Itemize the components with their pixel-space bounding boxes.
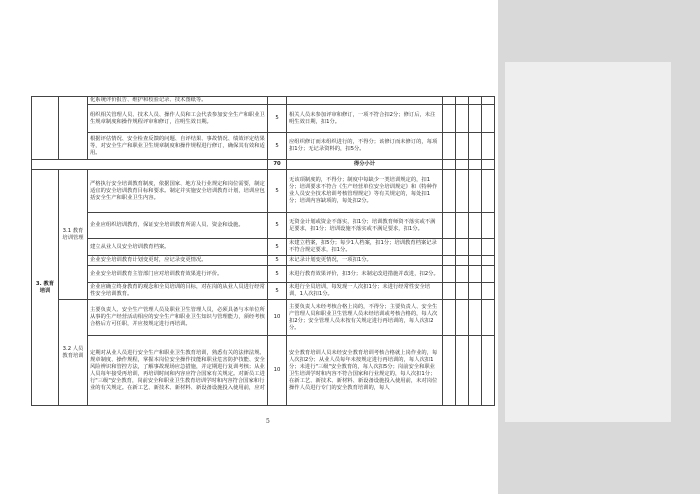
blank-cell xyxy=(443,170,456,213)
score-cell: 5 xyxy=(268,133,287,160)
evaluation-table xyxy=(31,96,495,406)
score-cell: 5 xyxy=(268,266,287,283)
blank-cell xyxy=(443,300,456,336)
blank-cell xyxy=(482,239,495,256)
blank-cell xyxy=(456,256,469,266)
subtotal-row xyxy=(32,160,495,170)
method-cell: 未进行全员培训，每发现一人次扣1分；未进行经常性安全培训，1人次扣1分。 xyxy=(287,283,443,300)
blank-cell xyxy=(469,336,482,406)
table-row xyxy=(32,133,495,160)
subcategory-cell: 3.1 教育培训管理 xyxy=(59,170,88,300)
table-row xyxy=(32,300,495,336)
blank-cell xyxy=(482,170,495,213)
side-panel xyxy=(498,0,700,494)
blank-cell xyxy=(456,170,469,213)
score-cell: 5 xyxy=(268,256,287,266)
content-cell: 企业安全培训教育主管部门应对培训教育效果进行评价。 xyxy=(88,266,268,283)
blank-cell xyxy=(469,266,482,283)
subtotal-label: 得分小计 xyxy=(287,160,443,170)
table-row xyxy=(32,97,495,105)
table-row xyxy=(32,239,495,256)
blank-cell xyxy=(443,239,456,256)
blank-cell xyxy=(443,256,456,266)
subtotal-score: 70 xyxy=(268,160,287,170)
blank-cell xyxy=(482,283,495,300)
table-row xyxy=(32,105,495,133)
score-cell: 10 xyxy=(268,336,287,406)
content-cell: 组织相关管理人员、技术人员、操作人员和工会代表参加安全生产和职业卫生规章制度和操作规程评审和修订，注明生效日期。 xyxy=(88,105,268,133)
score-cell xyxy=(268,97,287,105)
table-row xyxy=(32,336,495,406)
blank-cell xyxy=(456,239,469,256)
content-cell: 企业应确立终身教育的观念和全员培训的目标，对在岗的从业人员进行经常性安全培训教育。 xyxy=(88,283,268,300)
content-cell: 根据评估情况、安全检查反馈的问题、自评结果、事故情况、绩效评定结果等，对安全生产和职业卫生规章制度和操作规程进行修订，确保其有效和适用。 xyxy=(88,133,268,160)
blank-cell xyxy=(443,336,456,406)
table-row xyxy=(32,256,495,266)
blank-cell xyxy=(443,160,456,170)
score-cell: 5 xyxy=(268,239,287,256)
score-cell: 10 xyxy=(268,300,287,336)
blank-cell xyxy=(482,266,495,283)
blank-cell xyxy=(482,97,495,105)
subtotal-blank xyxy=(32,160,268,170)
score-cell: 5 xyxy=(268,213,287,239)
blank-cell xyxy=(456,160,469,170)
category-cell: 3. 教育培训 xyxy=(32,170,59,406)
blank-cell xyxy=(482,336,495,406)
blank-cell xyxy=(456,266,469,283)
subcategory-cell-prev xyxy=(59,97,88,160)
method-cell: 安全教育培训人员未经安全教育培训考核合格就上岗作业的，每人次扣2分；从业人员每年未按规定进行再培训的，每人次扣1分；未进行"三级"安全教育的，每人次扣5分；岗前安全和职业卫生培训学时和内容不符合国家和行业规定的，每人次扣1分；在新工艺、新技术、新材料、新设备设施投入使用前，未对岗位操作人员进行专门的安全教育培训的，每人 xyxy=(287,336,443,406)
blank-cell xyxy=(482,133,495,160)
content-cell: 化系统评价报告、维护和校验记录、技术图纸等。 xyxy=(88,97,268,105)
blank-cell xyxy=(469,239,482,256)
method-cell: 未记录计划变更情况，一项扣1分。 xyxy=(287,256,443,266)
method-cell: 无资金计划或资金不落实，扣1分；培训教育师资不落实或不满足要求，扣1分；培训设施不落实或不满足要求，扣1分。 xyxy=(287,213,443,239)
method-cell: 主要负责人未经考核合格上岗的，不得分；主要负责人、安全生产管理人员和职业卫生管理人员未经培训或考核合格的，每人次扣2分；安全管理人员未按有关规定进行再培训的，每人次扣2分。 xyxy=(287,300,443,336)
method-cell: 相关人员未参加评审和修订，一项不符合扣2分；修订后，未注明生效日期，扣1分。 xyxy=(287,105,443,133)
table-row xyxy=(32,283,495,300)
side-panel-card xyxy=(505,62,671,422)
score-cell: 5 xyxy=(268,170,287,213)
blank-cell xyxy=(482,160,495,170)
blank-cell xyxy=(469,213,482,239)
blank-cell xyxy=(443,97,456,105)
table-row xyxy=(32,170,495,213)
content-cell: 建立从业人员安全培训教育档案。 xyxy=(88,239,268,256)
blank-cell xyxy=(443,105,456,133)
blank-cell xyxy=(469,105,482,133)
content-cell: 主要负责人、安全生产管理人员及职业卫生管理人员，必须具备与本单位所从事的生产经营活动相应的安全生产和职业卫生知识与管理能力，须经考核合格后方可任职，并应按规定进行再培训。 xyxy=(88,300,268,336)
blank-cell xyxy=(469,256,482,266)
blank-cell xyxy=(482,300,495,336)
blank-cell xyxy=(443,213,456,239)
blank-cell xyxy=(456,97,469,105)
category-cell-prev xyxy=(32,97,59,160)
blank-cell xyxy=(443,133,456,160)
blank-cell xyxy=(469,133,482,160)
subcategory-cell: 3.2 人员教育培训 xyxy=(59,300,88,406)
blank-cell xyxy=(456,213,469,239)
blank-cell xyxy=(456,283,469,300)
blank-cell xyxy=(469,300,482,336)
page-number: 5 xyxy=(266,418,270,425)
blank-cell xyxy=(482,256,495,266)
method-cell: 无该项制度的，不得分；制度中每缺少一类培训规定的，扣1分；培训要求不符合《生产经营单位安全培训规定》和《特种作业人员安全技术培训考核管理规定》等有关规定的，每处扣1分；培训内容缺项的，每处扣2分。 xyxy=(287,170,443,213)
table-row xyxy=(32,266,495,283)
score-cell: 5 xyxy=(268,105,287,133)
method-cell: 未进行教育效果评价，扣3分；未制定改进措施并改进，扣2分。 xyxy=(287,266,443,283)
blank-cell xyxy=(469,170,482,213)
method-cell xyxy=(287,97,443,105)
blank-cell xyxy=(456,105,469,133)
blank-cell xyxy=(456,133,469,160)
blank-cell xyxy=(443,283,456,300)
content-cell: 企业应组织培训教育，保证安全培训教育所需人员、资金和设施。 xyxy=(88,213,268,239)
blank-cell xyxy=(482,105,495,133)
table-row xyxy=(32,213,495,239)
method-cell: 应组织修订而未组织进行的，不得分；该修订而未修订的，每项扣1分；无记录资料的，扣5分。 xyxy=(287,133,443,160)
blank-cell xyxy=(456,300,469,336)
blank-cell xyxy=(482,213,495,239)
blank-cell xyxy=(469,283,482,300)
score-cell: 5 xyxy=(268,283,287,300)
content-cell: 严格执行安全培训教育制度，依据国家、地方及行业规定和岗位需要，制定适宜的安全培训教育目标和要求。制定并实施安全培训教育计划，培训应包括安全生产和职业卫生内容。 xyxy=(88,170,268,213)
content-cell: 定期对从业人员进行安全生产和职业卫生教育培训，熟悉有关的法律法规、规章制度、操作规程，掌握本岗位安全操作技能和职业危害防护技能、安全风险辨识和管控方法，了解事故现场应急措施，并定期进行复训考核；从业人员每年接受再培训，再培训时间和内容应符合国家有关规定。对新员工进行"三级"安全教育，岗前安全和职业卫生教育培训学时和内容符合国家和行业的有关规定。在新工艺、新技术、新材料、新设备设施投入使用前，应对 xyxy=(88,336,268,406)
blank-cell xyxy=(443,266,456,283)
method-cell: 未建立档案，扣5分；每少1人档案，扣1分；培训教育档案记录不符合规定要求，扣1分。 xyxy=(287,239,443,256)
content-cell: 企业安全培训教育计划变更时，应记录变更情况。 xyxy=(88,256,268,266)
blank-cell xyxy=(469,97,482,105)
blank-cell xyxy=(469,160,482,170)
blank-cell xyxy=(456,336,469,406)
